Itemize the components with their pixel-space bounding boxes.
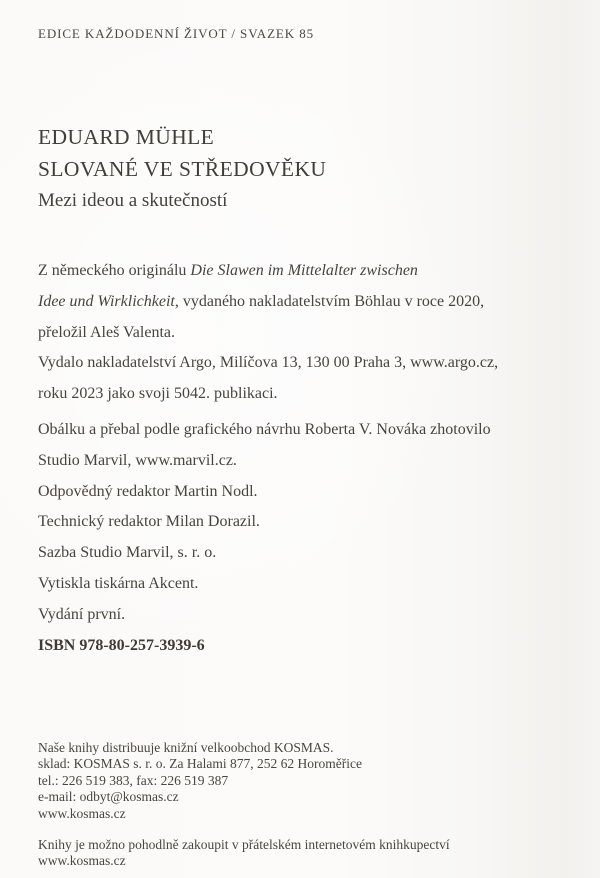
isbn-line: ISBN 978-80-257-3939-6 [38,636,205,654]
imprint-text: , vydaného nakladatelstvím Böhlau v roce 2020, [174,292,485,310]
imprint-original-title-italic: Die Slawen im Mittelalter zwischen [190,262,418,279]
closing-block [38,837,450,870]
imprint-text: Z německého originálu [38,262,191,279]
imprint-line-technical-editor: Technický redaktor Milan Dorazil. [38,513,260,531]
distribution-line-warehouse: sklad: KOSMAS s. r. o. Za Halami 877, 252 62 Horoměřice [38,756,362,772]
imprint-line-original-title [38,256,578,287]
distribution-line-website: www.kosmas.cz [38,805,126,821]
imprint-line-publisher: Vydalo nakladatelství Argo, Milíčova 13, 130 00 Praha 3, www.argo.cz, [38,354,499,372]
closing-line-website: www.kosmas.cz [38,853,126,869]
imprint-line-printer: Vytiskla tiskárna Akcent. [38,574,199,592]
distribution-line-phone-fax: tel.: 226 519 383, fax: 226 519 387 [38,772,229,788]
distribution-line-email: e-mail: odbyt@kosmas.cz [38,789,179,805]
book-title: SLOVANÉ VE STŘEDOVĚKU [38,157,327,181]
imprint-original-title-italic: Idee und Wirklichkeit [38,292,175,310]
closing-line-bookstore: Knihy je možno pohodlně zakoupit v přátelském internetovém knihkupectví [38,837,450,852]
imprint-line-typesetting: Sazba Studio Marvil, s. r. o. [38,544,217,562]
series-line: EDICE KAŽDODENNÍ ŽIVOT / SVAZEK 85 [38,26,315,41]
author-name: EDUARD MÜHLE [38,125,215,149]
book-subtitle: Mezi ideou a skutečností [38,190,228,211]
distribution-block [38,740,362,822]
distribution-line-distributor: Naše knihy distribuuje knižní velkoobchod KOSMAS. [38,740,334,755]
imprint-line-cover-studio: Studio Marvil, www.marvil.cz. [38,451,237,469]
imprint-line-cover-design: Obálku a přebal podle grafického návrhu Roberta V. Nováka zhotovilo [38,420,491,438]
title-block [38,121,326,217]
imprint-block [38,256,578,661]
imprint-line-publication-number: roku 2023 jako svoji 5042. publikaci. [38,385,278,403]
imprint-line-edition: Vydání první. [38,605,126,623]
imprint-line-translator: přeložil Aleš Valenta. [38,323,175,341]
imprint-line-editor: Odpovědný redaktor Martin Nodl. [38,482,258,500]
imprint-line-original-title-2 [38,287,578,318]
